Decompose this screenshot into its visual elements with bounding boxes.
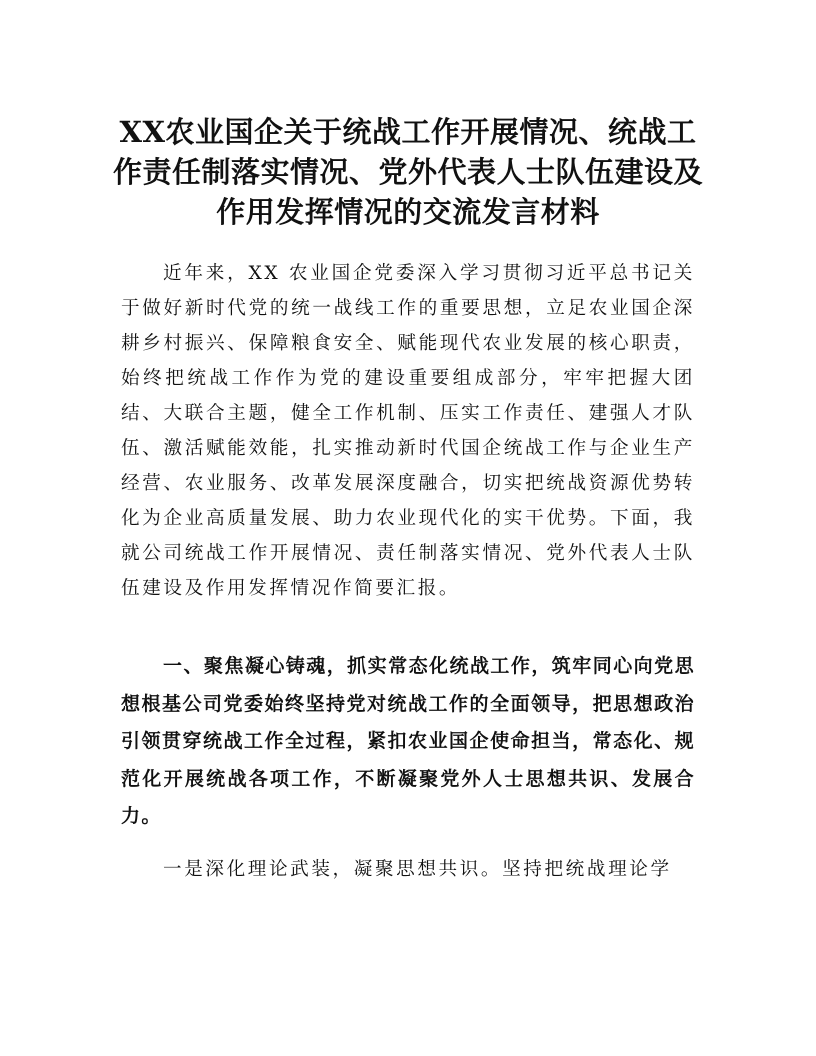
- section-one-heading-paragraph: 一、聚焦凝心铸魂，抓实常态化统战工作，筑牢同心向党思想根基公司党委始终坚持党对统战工作的全面领导，把思想政治引领贯穿统战工作全过程，紧扣农业国企使命担当，常态化、规范化开展统战各项工作，不断凝聚党外人士思想共识、发展合力。: [121, 655, 695, 827]
- subsection-one-paragraph: 一是深化理论武装，凝聚思想共识。坚持把统战理论学: [163, 859, 672, 880]
- intro-paragraph: 近年来，XX 农业国企党委深入学习贯彻习近平总书记关于做好新时代党的统一战线工作的重要思想，立足农业国企深耕乡村振兴、保障粮食安全、赋能现代农业发展的核心职责，始终把统战工作作为党的建设重要组成部分，牢牢把握大团结、大联合主题，健全工作机制、压实工作责任、建强人才队伍、激活赋能效能，扎实推动新时代国企统战工作与企业生产经营、农业服务、改革发展深度融合，切实把统战资源优势转化为企业高质量发展、助力农业现代化的实干优势。下面，我就公司统战工作开展情况、责任制落实情况、党外代表人士队伍建设及作用发挥情况作简要汇报。: [121, 263, 695, 599]
- document-title: XX农业国企关于统战工作开展情况、统战工作责任制落实情况、党外代表人士队伍建设及作用发挥情况的交流发言材料: [112, 115, 703, 229]
